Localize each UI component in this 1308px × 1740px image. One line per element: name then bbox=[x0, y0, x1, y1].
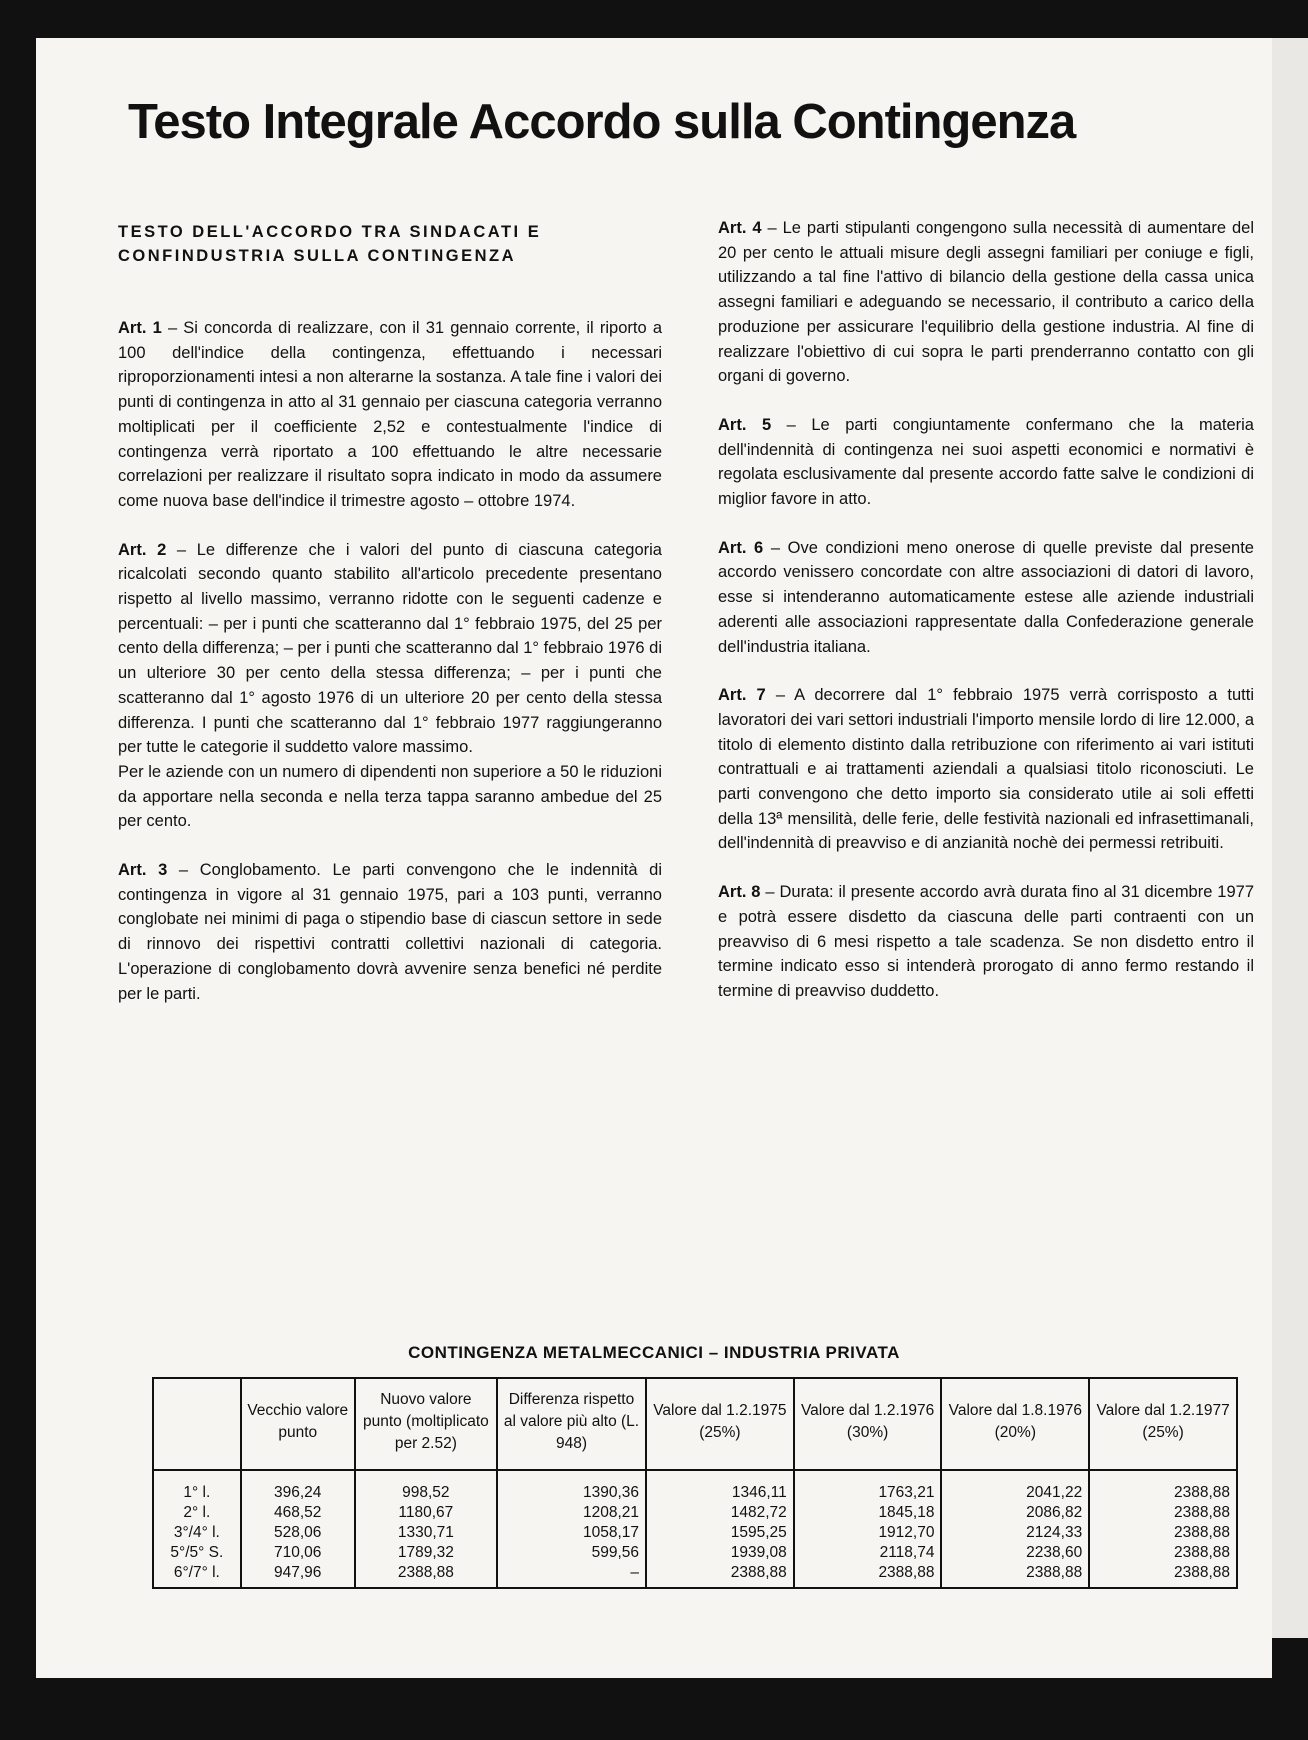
table-cell: 998,52 bbox=[355, 1470, 497, 1503]
row-label: 5°/5° S. bbox=[153, 1543, 241, 1563]
article-text: – Le parti stipulanti congengono sulla necessità di aumentare del 20 per cento le attuali misure degli assegni familiari per coniuge e figli, utilizzando a tal fine l'attivo di bilancio della gestione della cassa unica assegni familiari e adeguando se necessario, il contributo a carico della produzione per assicurare l'equilibrio della gestione industria. Al fine di realizzare l'obiettivo di cui sopra le parti prenderranno contatto con gli organi di governo. bbox=[718, 219, 1254, 386]
article-text: – Le differenze che i valori del punto di ciascuna categoria ricalcolati secondo quanto stabilito all'articolo precedente presentano rispetto al livello massimo, verranno ridotte con le seguenti cadenze e percentuali: – per i punti che scatteranno dal 1° febbraio 1975, del 25 per cento della differenza; – per i punti che scatteranno dal 1° febbraio 1976 di un ulteriore 30 per cento della stessa differenza; – per i punti che scatteranno dal 1° agosto 1976 di un ulteriore 20 per cento della stessa differenza. I punti che scatteranno dal 1° febbraio 1977 raggiungeranno per tutte le categorie il suddetto valore massimo. bbox=[118, 540, 662, 757]
table-cell: 2041,22 bbox=[941, 1470, 1089, 1503]
article-text: – Le parti congiuntamente confermano che la materia dell'indennità di contingenza nei suoi aspetti economici e normativi è regolata esclusivamente dal presente accordo fatte salve le condizioni di miglior favore in atto. bbox=[718, 415, 1254, 509]
table-cell: 1330,71 bbox=[355, 1523, 497, 1543]
table-cell: 1912,70 bbox=[794, 1523, 942, 1543]
row-label: 2° l. bbox=[153, 1503, 241, 1523]
column-header: Valore dal 1.8.1976 (20%) bbox=[941, 1378, 1089, 1470]
column-header: Differenza rispetto al valore più alto (L. 948) bbox=[497, 1378, 646, 1470]
column-header: Nuovo valore punto (moltiplicato per 2.52) bbox=[355, 1378, 497, 1470]
article-text: Per le aziende con un numero di dipendenti non superiore a 50 le riduzioni da apportare nella seconda e nella terza tappa saranno ambedue del 25 per cento. bbox=[118, 762, 662, 831]
page-title: Testo Integrale Accordo sulla Contingenza bbox=[128, 95, 1076, 149]
table-cell: 2388,88 bbox=[941, 1563, 1089, 1588]
article bbox=[118, 538, 662, 834]
table-cell: 2388,88 bbox=[1089, 1563, 1237, 1588]
table-cell: 2388,88 bbox=[646, 1563, 794, 1588]
table-cell: – bbox=[497, 1563, 646, 1588]
table-cell: 2388,88 bbox=[1089, 1523, 1237, 1543]
column-header: Valore dal 1.2.1975 (25%) bbox=[646, 1378, 794, 1470]
table-cell: 2118,74 bbox=[794, 1543, 942, 1563]
article-text: – Durata: il presente accordo avrà durata fino al 31 dicembre 1977 e potrà essere disdetto da ciascuna delle parti contraenti con un preavviso di 6 mesi rispetto a tale scadenza. Se non disdetto entro il termine indicato esso si intenderà prorogato di anno fermo restando il termine di preavviso duddetto. bbox=[718, 883, 1255, 1000]
article-text: – Si concorda di realizzare, con il 31 gennaio corrente, il riporto a 100 dell'indice della contingenza, effettuando i necessari riproporzionamenti intesi a non alterarne la sostanza. A tale fine i valori dei punti di contingenza in atto al 31 gennaio per ciascuna categoria verranno moltiplicati per il coefficiente 2,52 e contestualmente l'indice di contingenza verrà riportato a 100 effettuando le altre necessarie correlazioni per realizzare il risultato sopra indicato in modo da assumere come nuova base dell'indice il trimestre agosto – ottobre 1974. bbox=[118, 319, 662, 510]
article bbox=[118, 858, 662, 1006]
article-label: Art. 8 bbox=[718, 883, 761, 902]
left-articles bbox=[118, 316, 662, 1006]
article-label: Art. 5 bbox=[718, 415, 772, 434]
table-cell: 1180,67 bbox=[355, 1503, 497, 1523]
article-text: – Conglobamento. Le parti convengono che le indennità di contingenza in vigore al 31 gennaio 1975, pari a 103 punti, verranno conglobate nei minimi di paga o stipendio base di ciascun settore in sede di rinnovo dei rispettivi contratti collettivi nazionali di categoria. L'operazione di conglobamento dovrà avvenire senza benefici né perdite per le parti. bbox=[118, 861, 662, 1003]
table-cell: 1058,17 bbox=[497, 1523, 646, 1543]
article-label: Art. 2 bbox=[118, 540, 167, 559]
row-label: 3°/4° l. bbox=[153, 1523, 241, 1543]
table-cell: 2388,88 bbox=[355, 1563, 497, 1588]
article-label: Art. 3 bbox=[118, 861, 168, 880]
contingency-table bbox=[152, 1377, 1238, 1589]
table-row bbox=[153, 1543, 1237, 1563]
article-label: Art. 7 bbox=[718, 686, 766, 705]
table-cell: 1763,21 bbox=[794, 1470, 942, 1503]
article bbox=[718, 880, 1254, 1004]
table-row bbox=[153, 1503, 1237, 1523]
article bbox=[718, 683, 1254, 856]
article-label: Art. 6 bbox=[718, 538, 764, 557]
article-paragraph bbox=[718, 216, 1254, 389]
article-paragraph bbox=[118, 858, 662, 1006]
article-text: – Ove condizioni meno onerose di quelle previste dal presente accordo venissero concordate con altre associazioni di datori di lavoro, esse si intenderanno automaticamente estese alle aziende industriali aderenti alle associazioni rappresentate dalla Confederazione generale dell'industria italiana. bbox=[718, 538, 1254, 656]
table-cell: 1789,32 bbox=[355, 1543, 497, 1563]
table-cell: 2124,33 bbox=[941, 1523, 1089, 1543]
table-cell: 1482,72 bbox=[646, 1503, 794, 1523]
right-articles bbox=[718, 216, 1254, 1004]
table-cell: 396,24 bbox=[241, 1470, 355, 1503]
table-cell: 1346,11 bbox=[646, 1470, 794, 1503]
header-corner bbox=[153, 1378, 241, 1470]
column-header: Valore dal 1.2.1976 (30%) bbox=[794, 1378, 942, 1470]
table-cell: 2388,88 bbox=[794, 1563, 942, 1588]
table-cell: 599,56 bbox=[497, 1543, 646, 1563]
agreement-heading: TESTO DELL'ACCORDO TRA SINDACATI E CONFINDUSTRIA SULLA CONTINGENZA bbox=[118, 223, 542, 265]
table-cell: 2388,88 bbox=[1089, 1470, 1237, 1503]
table-header-row bbox=[153, 1378, 1237, 1470]
scanned-page bbox=[36, 38, 1272, 1678]
table-cell: 2388,88 bbox=[1089, 1503, 1237, 1523]
table-cell: 1595,25 bbox=[646, 1523, 794, 1543]
table-row bbox=[153, 1563, 1237, 1588]
article-paragraph bbox=[118, 316, 662, 514]
table-cell: 1939,08 bbox=[646, 1543, 794, 1563]
table-cell: 2388,88 bbox=[1089, 1543, 1237, 1563]
table-cell: 2086,82 bbox=[941, 1503, 1089, 1523]
adjacent-page-edge bbox=[1272, 38, 1308, 1638]
table-cell: 1208,21 bbox=[497, 1503, 646, 1523]
article-label: Art. 4 bbox=[718, 219, 762, 237]
row-label: 6°/7° l. bbox=[153, 1563, 241, 1588]
table-cell: 2238,60 bbox=[941, 1543, 1089, 1563]
table-row bbox=[153, 1470, 1237, 1503]
article bbox=[718, 413, 1254, 512]
table-row bbox=[153, 1523, 1237, 1543]
article-paragraph bbox=[118, 538, 662, 760]
table-cell: 468,52 bbox=[241, 1503, 355, 1523]
column-header: Valore dal 1.2.1977 (25%) bbox=[1089, 1378, 1237, 1470]
right-column bbox=[718, 216, 1254, 1028]
left-column bbox=[118, 220, 662, 1030]
article-text: – A decorrere dal 1° febbraio 1975 verrà corrisposto a tutti lavoratori dei vari settori industriali l'importo mensile lordo di lire 12.000, a titolo di elemento distinto dalla retribuzione con riferimento ai vari istituti contrattuali e ai trattamenti aziendali a qualsiasi titolo riconosciuti. Le parti convengono che detto importo sia considerato utile ai soli effetti della 13ª mensilità, delle ferie, delle festività nazionali ed infrasettimanali, dell'indennità di preavviso e di anzianità nochè dei permessi retribuiti. bbox=[718, 686, 1254, 853]
article-paragraph bbox=[118, 760, 662, 834]
table-cell: 1390,36 bbox=[497, 1470, 646, 1503]
table-cell: 528,06 bbox=[241, 1523, 355, 1543]
article-paragraph bbox=[718, 880, 1254, 1004]
article-paragraph bbox=[718, 536, 1254, 660]
table-cell: 710,06 bbox=[241, 1543, 355, 1563]
column-header: Vecchio valore punto bbox=[241, 1378, 355, 1470]
table-cell: 1845,18 bbox=[794, 1503, 942, 1523]
table-title: CONTINGENZA METALMECCANICI – INDUSTRIA PRIVATA bbox=[408, 1343, 900, 1362]
article bbox=[718, 536, 1254, 660]
article-paragraph bbox=[718, 683, 1254, 856]
article bbox=[118, 316, 662, 514]
article-label: Art. 1 bbox=[118, 319, 162, 337]
article bbox=[718, 216, 1254, 389]
row-label: 1° l. bbox=[153, 1470, 241, 1503]
article-paragraph bbox=[718, 413, 1254, 512]
table-cell: 947,96 bbox=[241, 1563, 355, 1588]
